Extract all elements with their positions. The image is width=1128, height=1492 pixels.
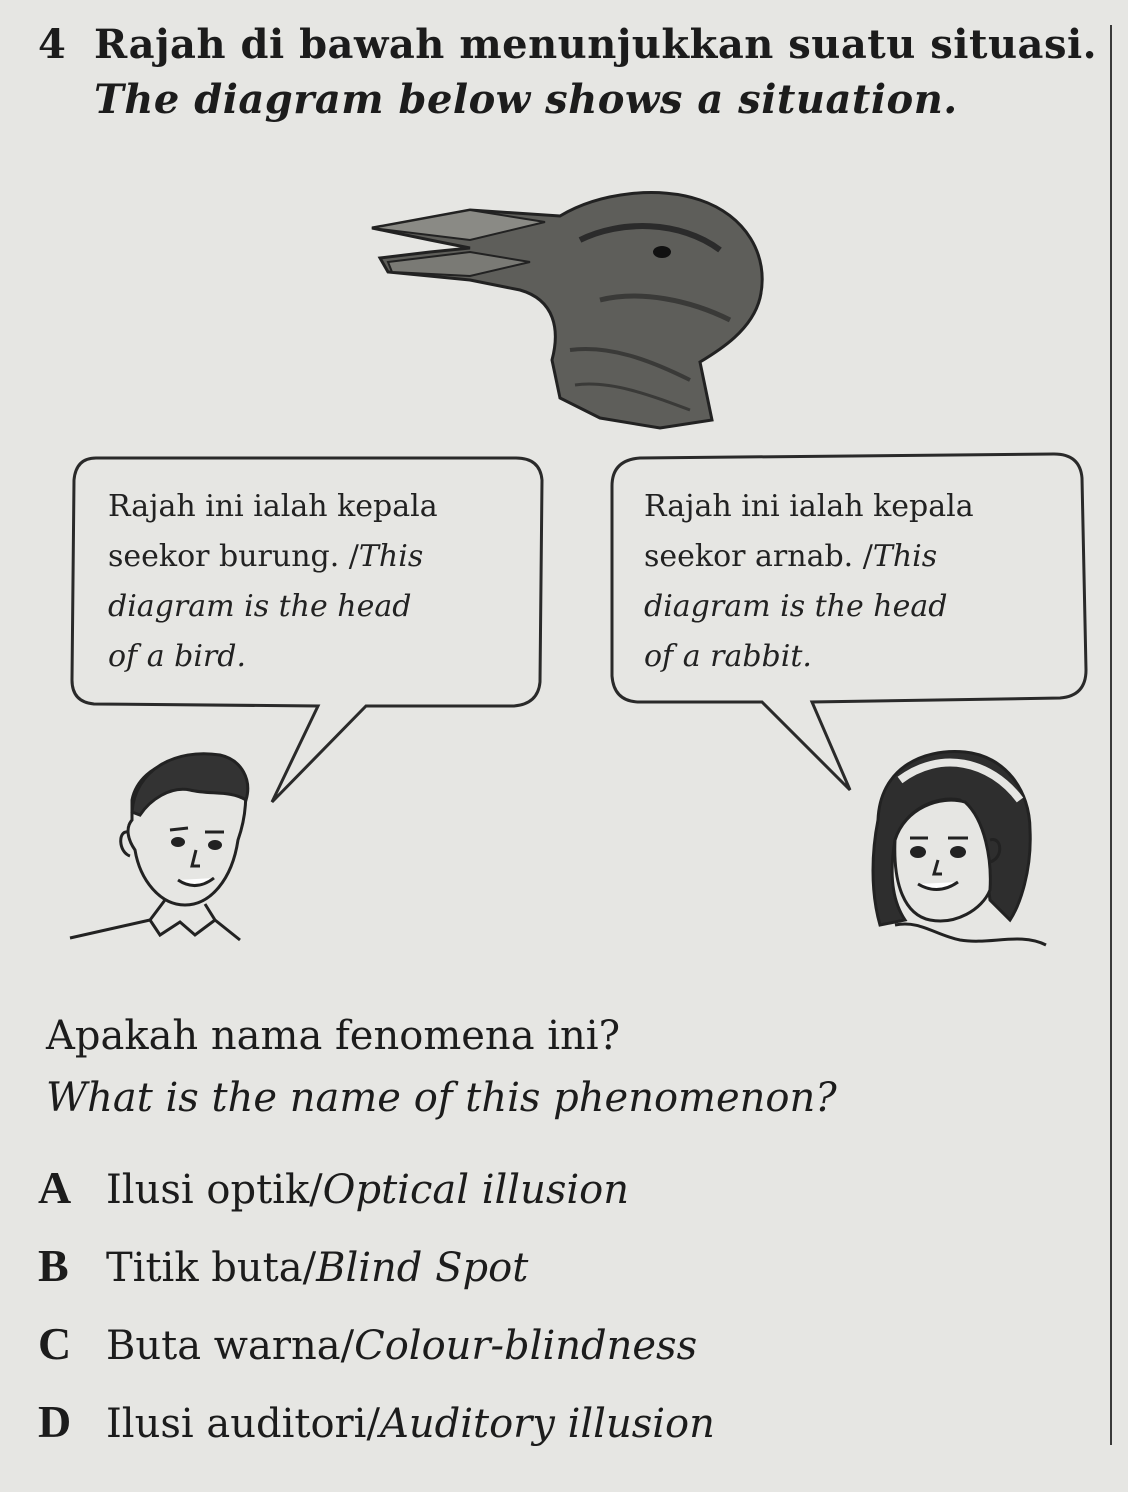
option-letter: D [38,1396,72,1447]
option-a[interactable]: A Ilusi optik/Optical illusion [38,1150,715,1228]
option-letter: C [38,1318,72,1369]
duck-rabbit-illusion-icon [372,193,762,428]
boy-bubble-line-3: diagram is the head [108,589,412,624]
boy-bubble-line-1: Rajah ini ialah kepala [108,489,438,524]
boy-illustration [70,754,248,940]
option-letter: B [38,1240,69,1291]
prompt-ms: Apakah nama fenomena ini? [46,1013,621,1059]
question-prompt [46,1005,837,1129]
girl-bubble-line-3: diagram is the head [644,589,948,624]
option-c[interactable]: C Buta warna/Colour-blindness [38,1306,715,1384]
girl-bubble-line-4: of a rabbit. [644,639,812,674]
answer-options [38,1150,715,1462]
boy-bubble-text [108,482,438,682]
girl-illustration [873,752,1046,945]
girl-bubble-line-2: seekor arnab. /This [644,539,938,574]
option-b[interactable]: B Titik buta/Blind Spot [38,1228,715,1306]
boy-bubble-line-2: seekor burung. /This [108,539,424,574]
option-letter: A [38,1162,72,1213]
question-number: 4 [38,21,66,68]
boy-bubble-line-4: of a bird. [108,639,247,674]
question-stem-ms: 4 Rajah di bawah menunjukkan suatu situasi. [38,21,1098,68]
girl-bubble-text [644,482,974,682]
girl-bubble-line-1: Rajah ini ialah kepala [644,489,974,524]
option-d[interactable]: D Ilusi auditori/Auditory illusion [38,1384,715,1462]
question-stem-en: The diagram below shows a situation. [94,76,958,123]
prompt-en: What is the name of this phenomenon? [46,1075,837,1121]
